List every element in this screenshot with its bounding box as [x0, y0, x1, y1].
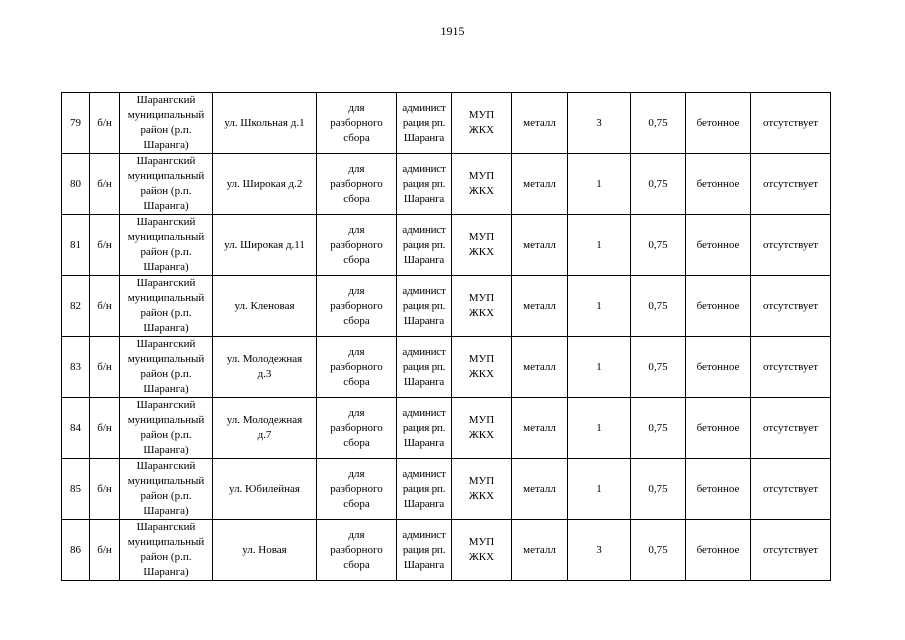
- cell-line: Шарангский: [136, 521, 196, 533]
- cell-number: 81: [62, 215, 90, 276]
- cell-line: д.3: [257, 368, 272, 380]
- cell-container-count: 1: [568, 459, 631, 520]
- cell-line: рация рп.: [402, 360, 446, 373]
- cell-line: Шарангский: [136, 460, 196, 472]
- cell-owner: [397, 459, 452, 520]
- cell-line: Шаранга): [143, 505, 189, 517]
- cell-surface-type: бетонное: [686, 520, 751, 581]
- table-body: [62, 93, 831, 581]
- table-row: [62, 520, 831, 581]
- cell-container-count: 1: [568, 215, 631, 276]
- cell-line: для: [348, 528, 365, 541]
- cell-line: МУП: [468, 536, 495, 548]
- cell-surface-type: бетонное: [686, 398, 751, 459]
- cell-container-count: 1: [568, 398, 631, 459]
- cell-owner: [397, 520, 452, 581]
- cell-line: сбора: [343, 436, 370, 449]
- cell-purpose: [317, 215, 397, 276]
- cell-line: админист: [402, 528, 446, 541]
- cell-registry-code: б/н: [90, 337, 120, 398]
- cell-registry-code: б/н: [90, 459, 120, 520]
- cell-line: ЖКХ: [468, 185, 495, 197]
- cell-line: ЖКХ: [468, 551, 495, 563]
- cell-container-volume: 0,75: [631, 215, 686, 276]
- cell-fence: отсутствует: [751, 215, 831, 276]
- cell-line: разборного: [330, 177, 383, 190]
- cell-fence: отсутствует: [751, 520, 831, 581]
- cell-line: Шаранга): [143, 383, 189, 395]
- cell-owner: [397, 276, 452, 337]
- cell-owner: [397, 337, 452, 398]
- cell-container-count: 3: [568, 520, 631, 581]
- cell-line: Шаранга: [403, 558, 445, 571]
- cell-address: [213, 398, 317, 459]
- cell-line: админист: [402, 162, 446, 175]
- cell-line: для: [348, 467, 365, 480]
- table-row: [62, 154, 831, 215]
- cell-registry-code: б/н: [90, 215, 120, 276]
- cell-purpose: [317, 398, 397, 459]
- cell-owner: [397, 398, 452, 459]
- cell-purpose: [317, 93, 397, 154]
- cell-material: металл: [512, 215, 568, 276]
- cell-line: рация рп.: [402, 238, 446, 251]
- cell-number: 83: [62, 337, 90, 398]
- cell-line: сбора: [343, 375, 370, 388]
- cell-registry-code: б/н: [90, 93, 120, 154]
- cell-line: ЖКХ: [468, 368, 495, 380]
- cell-line: ул. Юбилейная: [229, 482, 300, 495]
- cell-operator: [452, 398, 512, 459]
- cell-line: Шаранга: [403, 375, 445, 388]
- cell-surface-type: бетонное: [686, 215, 751, 276]
- cell-line: муниципальный: [127, 475, 205, 487]
- cell-line: Шаранга: [403, 192, 445, 205]
- cell-line: админист: [402, 223, 446, 236]
- cell-container-volume: 0,75: [631, 459, 686, 520]
- cell-address: [213, 93, 317, 154]
- cell-purpose: [317, 337, 397, 398]
- cell-owner: [397, 215, 452, 276]
- cell-registry-code: б/н: [90, 154, 120, 215]
- cell-district: [120, 93, 213, 154]
- cell-line: сбора: [343, 497, 370, 510]
- cell-fence: отсутствует: [751, 154, 831, 215]
- cell-line: МУП: [468, 170, 495, 182]
- cell-line: Шаранга: [403, 253, 445, 266]
- cell-line: разборного: [330, 482, 383, 495]
- cell-fence: отсутствует: [751, 459, 831, 520]
- cell-line: район (р.п.: [140, 185, 192, 197]
- cell-line: район (р.п.: [140, 429, 192, 441]
- cell-line: Шаранга): [143, 444, 189, 456]
- cell-address: [213, 215, 317, 276]
- cell-number: 85: [62, 459, 90, 520]
- cell-container-count: 1: [568, 154, 631, 215]
- cell-line: админист: [402, 345, 446, 358]
- cell-container-count: 3: [568, 93, 631, 154]
- cell-line: ул. Молодежная: [226, 414, 303, 426]
- cell-line: разборного: [330, 238, 383, 251]
- cell-line: Шарангский: [136, 216, 196, 228]
- cell-fence: отсутствует: [751, 337, 831, 398]
- cell-registry-code: б/н: [90, 276, 120, 337]
- cell-line: админист: [402, 406, 446, 419]
- cell-line: Шаранга: [403, 131, 445, 144]
- waste-site-registry-table: [61, 92, 831, 581]
- cell-address: [213, 520, 317, 581]
- cell-line: ул. Молодежная: [226, 353, 303, 365]
- cell-number: 82: [62, 276, 90, 337]
- table-row: [62, 276, 831, 337]
- cell-district: [120, 520, 213, 581]
- cell-line: сбора: [343, 314, 370, 327]
- cell-container-volume: 0,75: [631, 520, 686, 581]
- cell-line: район (р.п.: [140, 368, 192, 380]
- cell-line: ЖКХ: [468, 429, 495, 441]
- cell-line: ЖКХ: [468, 490, 495, 502]
- cell-material: металл: [512, 459, 568, 520]
- cell-line: район (р.п.: [140, 124, 192, 136]
- cell-line: рация рп.: [402, 299, 446, 312]
- cell-line: разборного: [330, 421, 383, 434]
- cell-line: МУП: [468, 414, 495, 426]
- cell-number: 84: [62, 398, 90, 459]
- cell-surface-type: бетонное: [686, 337, 751, 398]
- cell-container-volume: 0,75: [631, 276, 686, 337]
- cell-line: рация рп.: [402, 177, 446, 190]
- cell-line: МУП: [468, 292, 495, 304]
- cell-material: металл: [512, 276, 568, 337]
- cell-line: сбора: [343, 192, 370, 205]
- cell-line: для: [348, 101, 365, 114]
- cell-line: разборного: [330, 543, 383, 556]
- cell-line: ЖКХ: [468, 124, 495, 136]
- cell-owner: [397, 93, 452, 154]
- cell-line: д.7: [257, 429, 272, 441]
- cell-container-count: 1: [568, 337, 631, 398]
- cell-line: сбора: [343, 131, 370, 144]
- cell-fence: отсутствует: [751, 398, 831, 459]
- cell-line: Шаранга): [143, 200, 189, 212]
- cell-container-count: 1: [568, 276, 631, 337]
- cell-line: ул. Кленовая: [234, 299, 295, 312]
- cell-line: админист: [402, 467, 446, 480]
- cell-line: МУП: [468, 231, 495, 243]
- cell-line: для: [348, 345, 365, 358]
- cell-line: МУП: [468, 475, 495, 487]
- cell-line: разборного: [330, 360, 383, 373]
- cell-line: ЖКХ: [468, 307, 495, 319]
- cell-line: для: [348, 162, 365, 175]
- cell-operator: [452, 215, 512, 276]
- cell-operator: [452, 276, 512, 337]
- cell-line: Шаранга: [403, 314, 445, 327]
- cell-line: рация рп.: [402, 482, 446, 495]
- cell-line: район (р.п.: [140, 551, 192, 563]
- cell-surface-type: бетонное: [686, 93, 751, 154]
- cell-line: ул. Широкая д.11: [224, 238, 305, 251]
- cell-material: металл: [512, 93, 568, 154]
- table-row: [62, 398, 831, 459]
- cell-line: муниципальный: [127, 109, 205, 121]
- cell-address: [213, 337, 317, 398]
- cell-line: район (р.п.: [140, 490, 192, 502]
- cell-number: 80: [62, 154, 90, 215]
- table-row: [62, 337, 831, 398]
- cell-material: металл: [512, 154, 568, 215]
- cell-line: ул. Школьная д.1: [224, 116, 305, 129]
- cell-line: Шарангский: [136, 277, 196, 289]
- cell-line: МУП: [468, 109, 495, 121]
- cell-fence: отсутствует: [751, 93, 831, 154]
- cell-number: 86: [62, 520, 90, 581]
- cell-container-volume: 0,75: [631, 93, 686, 154]
- cell-line: для: [348, 284, 365, 297]
- cell-surface-type: бетонное: [686, 154, 751, 215]
- cell-number: 79: [62, 93, 90, 154]
- cell-line: муниципальный: [127, 231, 205, 243]
- cell-district: [120, 398, 213, 459]
- cell-address: [213, 276, 317, 337]
- table-row: [62, 459, 831, 520]
- cell-line: админист: [402, 101, 446, 114]
- cell-container-volume: 0,75: [631, 398, 686, 459]
- cell-operator: [452, 459, 512, 520]
- cell-line: Шарангский: [136, 94, 196, 106]
- cell-surface-type: бетонное: [686, 459, 751, 520]
- table-row: [62, 215, 831, 276]
- cell-operator: [452, 520, 512, 581]
- cell-line: Шарангский: [136, 155, 196, 167]
- cell-line: для: [348, 223, 365, 236]
- cell-line: Шарангский: [136, 338, 196, 350]
- cell-line: рация рп.: [402, 543, 446, 556]
- cell-container-volume: 0,75: [631, 154, 686, 215]
- cell-line: муниципальный: [127, 414, 205, 426]
- table-row: [62, 93, 831, 154]
- cell-address: [213, 459, 317, 520]
- cell-line: Шаранга): [143, 139, 189, 151]
- cell-line: ул. Широкая д.2: [226, 177, 303, 190]
- cell-material: металл: [512, 520, 568, 581]
- cell-fence: отсутствует: [751, 276, 831, 337]
- cell-line: Шаранга: [403, 436, 445, 449]
- cell-material: металл: [512, 337, 568, 398]
- cell-line: сбора: [343, 253, 370, 266]
- cell-line: Шаранга): [143, 261, 189, 273]
- cell-registry-code: б/н: [90, 520, 120, 581]
- cell-district: [120, 215, 213, 276]
- cell-line: муниципальный: [127, 353, 205, 365]
- cell-line: Шарангский: [136, 399, 196, 411]
- cell-line: Шаранга): [143, 566, 189, 578]
- cell-operator: [452, 154, 512, 215]
- cell-line: для: [348, 406, 365, 419]
- cell-district: [120, 276, 213, 337]
- cell-operator: [452, 93, 512, 154]
- cell-district: [120, 459, 213, 520]
- cell-line: ЖКХ: [468, 246, 495, 258]
- cell-line: район (р.п.: [140, 307, 192, 319]
- cell-purpose: [317, 459, 397, 520]
- cell-line: ул. Новая: [242, 543, 287, 556]
- cell-material: металл: [512, 398, 568, 459]
- cell-surface-type: бетонное: [686, 276, 751, 337]
- cell-purpose: [317, 154, 397, 215]
- cell-line: Шаранга): [143, 322, 189, 334]
- cell-line: МУП: [468, 353, 495, 365]
- cell-purpose: [317, 520, 397, 581]
- cell-line: муниципальный: [127, 536, 205, 548]
- cell-registry-code: б/н: [90, 398, 120, 459]
- cell-district: [120, 337, 213, 398]
- cell-owner: [397, 154, 452, 215]
- cell-line: разборного: [330, 116, 383, 129]
- cell-container-volume: 0,75: [631, 337, 686, 398]
- cell-line: сбора: [343, 558, 370, 571]
- cell-line: муниципальный: [127, 170, 205, 182]
- cell-line: рация рп.: [402, 421, 446, 434]
- cell-line: муниципальный: [127, 292, 205, 304]
- cell-operator: [452, 337, 512, 398]
- page-number: 1915: [440, 24, 465, 38]
- cell-line: рация рп.: [402, 116, 446, 129]
- cell-line: Шаранга: [403, 497, 445, 510]
- cell-district: [120, 154, 213, 215]
- cell-purpose: [317, 276, 397, 337]
- cell-address: [213, 154, 317, 215]
- cell-line: админист: [402, 284, 446, 297]
- cell-line: район (р.п.: [140, 246, 192, 258]
- cell-line: разборного: [330, 299, 383, 312]
